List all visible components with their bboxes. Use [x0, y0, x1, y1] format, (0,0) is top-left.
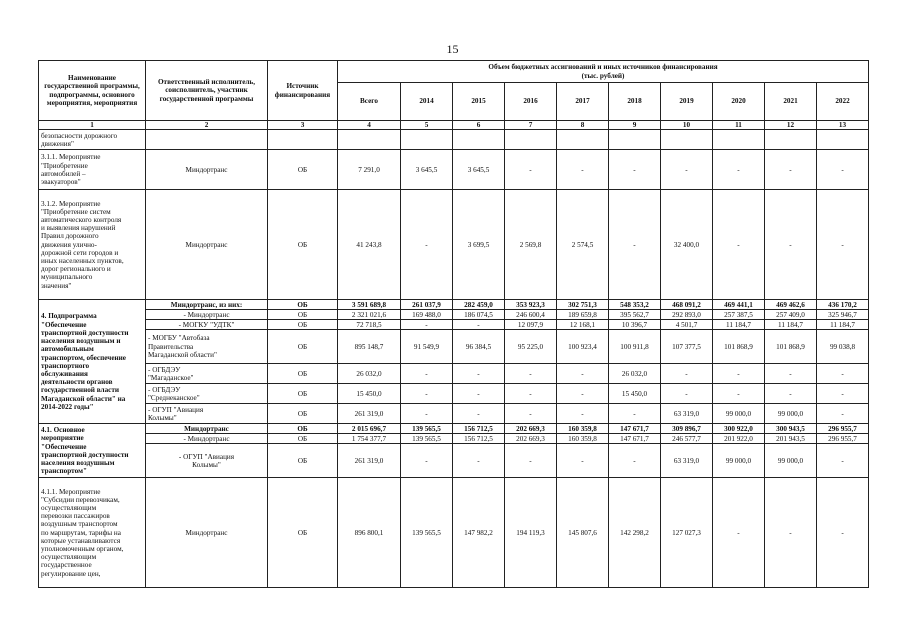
- year-cell: -: [765, 190, 817, 300]
- column-number-row: [39, 121, 869, 130]
- column-number: 12: [765, 121, 817, 130]
- total-cell: 896 800,1: [338, 478, 401, 588]
- year-cell: 2 574,5: [557, 190, 609, 300]
- year-cell: -: [609, 404, 661, 424]
- total-cell: 261 319,0: [338, 404, 401, 424]
- header-year: 2014: [401, 83, 453, 121]
- year-cell: -: [453, 364, 505, 384]
- budget-table: [38, 60, 869, 588]
- responsible-cell: [146, 130, 268, 150]
- year-cell: 12 168,1: [557, 320, 609, 330]
- responsible-cell: Миндортранс: [146, 150, 268, 190]
- year-cell: -: [817, 478, 869, 588]
- year-cell: 548 353,2: [609, 300, 661, 310]
- page-number: 15: [446, 42, 459, 56]
- year-cell: 139 565,5: [401, 434, 453, 444]
- source-cell: ОБ: [268, 478, 338, 588]
- source-cell: ОБ: [268, 434, 338, 444]
- column-number: 2: [146, 121, 268, 130]
- year-cell: 300 922,0: [713, 424, 765, 434]
- responsible-cell: - ОГУП "Авиация Колымы": [146, 404, 268, 424]
- year-cell: 468 091,2: [661, 300, 713, 310]
- source-cell: ОБ: [268, 424, 338, 434]
- year-cell: -: [609, 150, 661, 190]
- total-cell: 2 015 696,7: [338, 424, 401, 434]
- year-cell: -: [713, 478, 765, 588]
- source-cell: ОБ: [268, 384, 338, 404]
- table-row: [39, 444, 869, 478]
- year-cell: -: [505, 150, 557, 190]
- year-cell: 186 074,5: [453, 310, 505, 320]
- year-cell: -: [505, 444, 557, 478]
- year-cell: 257 387,5: [713, 310, 765, 320]
- source-cell: ОБ: [268, 300, 338, 310]
- responsible-cell: Миндортранс, из них:: [146, 300, 268, 310]
- header-name: Наименование государственной программы, подпрограммы, основного мероприятия, мероприятия: [39, 61, 146, 121]
- responsible-cell: - МОГБУ "Автобаза Правительства Магаданской области": [146, 330, 268, 364]
- total-cell: 7 291,0: [338, 150, 401, 190]
- year-cell: 63 319,0: [661, 444, 713, 478]
- year-cell: -: [713, 364, 765, 384]
- year-cell: 3 645,5: [401, 150, 453, 190]
- year-cell: 107 377,5: [661, 330, 713, 364]
- source-cell: ОБ: [268, 150, 338, 190]
- year-cell: -: [401, 320, 453, 330]
- header-source: Источник финансирования: [268, 61, 338, 121]
- year-cell: 246 600,4: [505, 310, 557, 320]
- year-cell: 469 441,1: [713, 300, 765, 310]
- year-cell: -: [661, 364, 713, 384]
- year-cell: -: [609, 190, 661, 300]
- year-cell: 101 868,9: [713, 330, 765, 364]
- year-cell: 95 225,0: [505, 330, 557, 364]
- year-cell: 189 659,8: [557, 310, 609, 320]
- table-row: [39, 300, 869, 310]
- year-cell: 4 501,7: [661, 320, 713, 330]
- year-cell: 142 298,2: [609, 478, 661, 588]
- year-cell: -: [817, 384, 869, 404]
- year-cell: 11 184,7: [765, 320, 817, 330]
- column-number: 13: [817, 121, 869, 130]
- column-number: 5: [401, 121, 453, 130]
- year-cell: [817, 130, 869, 150]
- year-cell: 96 384,5: [453, 330, 505, 364]
- year-cell: 147 982,2: [453, 478, 505, 588]
- year-cell: -: [453, 444, 505, 478]
- program-name-cell: 3.1.2. Мероприятие "Приобретение систем автоматического контроля и выявления нарушений Правил дорожного движения улично- дорожной сети городов и иных населенных пунктов, дорог регионального и муниципального значения": [39, 190, 146, 300]
- year-cell: 12 097,9: [505, 320, 557, 330]
- program-name-cell: 4.1. Основное мероприятие "Обеспечение транспортной доступности населения воздушным транспортом": [39, 424, 146, 478]
- year-cell: -: [453, 384, 505, 404]
- header-year: 2022: [817, 83, 869, 121]
- year-cell: 147 671,7: [609, 424, 661, 434]
- column-number: 6: [453, 121, 505, 130]
- table-row: [39, 364, 869, 384]
- year-cell: 261 037,9: [401, 300, 453, 310]
- responsible-cell: - ОГБДЭУ "Среднеканское": [146, 384, 268, 404]
- year-cell: -: [817, 444, 869, 478]
- column-number: 10: [661, 121, 713, 130]
- table-row: [39, 150, 869, 190]
- year-cell: 11 184,7: [713, 320, 765, 330]
- table-body: [39, 121, 869, 588]
- year-cell: 63 319,0: [661, 404, 713, 424]
- header-year: 2017: [557, 83, 609, 121]
- header-responsible: Ответственный исполнитель, соисполнитель, участник государственной программы: [146, 61, 268, 121]
- year-cell: -: [557, 384, 609, 404]
- year-cell: [609, 130, 661, 150]
- year-cell: 11 184,7: [817, 320, 869, 330]
- year-cell: -: [557, 364, 609, 384]
- year-cell: 101 868,9: [765, 330, 817, 364]
- year-cell: 139 565,5: [401, 478, 453, 588]
- year-cell: -: [765, 384, 817, 404]
- year-cell: 202 669,3: [505, 424, 557, 434]
- year-cell: -: [505, 404, 557, 424]
- year-cell: 32 400,0: [661, 190, 713, 300]
- year-cell: [765, 130, 817, 150]
- table-row: [39, 310, 869, 320]
- column-number: 9: [609, 121, 661, 130]
- year-cell: -: [713, 190, 765, 300]
- responsible-cell: - Миндортранс: [146, 434, 268, 444]
- responsible-cell: - Миндортранс: [146, 310, 268, 320]
- year-cell: 26 032,0: [609, 364, 661, 384]
- year-cell: [505, 130, 557, 150]
- source-cell: ОБ: [268, 320, 338, 330]
- year-cell: 169 488,0: [401, 310, 453, 320]
- column-number: 3: [268, 121, 338, 130]
- year-cell: 3 699,5: [453, 190, 505, 300]
- total-cell: 3 591 689,8: [338, 300, 401, 310]
- year-cell: -: [401, 444, 453, 478]
- table-row: [39, 320, 869, 330]
- program-name-cell: 4. Подпрограмма "Обеспечение транспортной доступности населения воздушным и автомобильным транспортом, обеспечение транспортного обслуживания деятельности органов государственной власти Магаданской области" на 2014-2022 годы": [39, 300, 146, 424]
- year-cell: 194 119,3: [505, 478, 557, 588]
- source-cell: ОБ: [268, 444, 338, 478]
- year-cell: -: [661, 150, 713, 190]
- total-cell: 1 754 377,7: [338, 434, 401, 444]
- header-funding-title: Объем бюджетных ассигнований и иных источников финансирования: [488, 63, 718, 72]
- year-cell: -: [557, 444, 609, 478]
- year-cell: 99 000,0: [713, 404, 765, 424]
- year-cell: 2 569,8: [505, 190, 557, 300]
- year-cell: -: [661, 384, 713, 404]
- year-cell: 99 038,8: [817, 330, 869, 364]
- total-cell: 72 718,5: [338, 320, 401, 330]
- year-cell: 282 459,0: [453, 300, 505, 310]
- header-year: 2020: [713, 83, 765, 121]
- program-name-cell: 4.1.1. Мероприятие "Субсидии перевозчикам, осуществляющим перевозки пассажиров воздушным транспортом по маршрутам, тарифы на которые устанавливаются уполномоченным органом, осуществляющим государственное регулирование цен,: [39, 478, 146, 588]
- year-cell: [453, 130, 505, 150]
- header-total: Всего: [338, 83, 401, 121]
- year-cell: 160 359,8: [557, 424, 609, 434]
- year-cell: -: [505, 364, 557, 384]
- year-cell: 395 562,7: [609, 310, 661, 320]
- year-cell: 156 712,5: [453, 424, 505, 434]
- year-cell: -: [505, 384, 557, 404]
- total-cell: 26 032,0: [338, 364, 401, 384]
- year-cell: -: [453, 320, 505, 330]
- year-cell: -: [817, 150, 869, 190]
- responsible-cell: - МОГКУ "УДТК": [146, 320, 268, 330]
- year-cell: -: [401, 190, 453, 300]
- table-row: [39, 384, 869, 404]
- responsible-cell: - ОГБДЭУ "Магаданское": [146, 364, 268, 384]
- responsible-cell: Миндортранс: [146, 478, 268, 588]
- header-year: 2015: [453, 83, 505, 121]
- year-cell: 99 000,0: [713, 444, 765, 478]
- year-cell: 292 893,0: [661, 310, 713, 320]
- source-cell: ОБ: [268, 190, 338, 300]
- year-cell: [557, 130, 609, 150]
- table-row: [39, 330, 869, 364]
- header-funding-unit: (тыс. рублей): [581, 71, 625, 80]
- year-cell: 15 450,0: [609, 384, 661, 404]
- year-cell: 257 409,0: [765, 310, 817, 320]
- year-cell: 325 946,7: [817, 310, 869, 320]
- year-cell: -: [401, 404, 453, 424]
- year-cell: 100 911,8: [609, 330, 661, 364]
- year-cell: 127 027,3: [661, 478, 713, 588]
- year-cell: -: [713, 384, 765, 404]
- year-cell: 296 955,7: [817, 434, 869, 444]
- column-number: 7: [505, 121, 557, 130]
- table-row: [39, 190, 869, 300]
- total-cell: [338, 130, 401, 150]
- year-cell: 139 565,5: [401, 424, 453, 434]
- year-cell: 147 671,7: [609, 434, 661, 444]
- year-cell: 469 462,6: [765, 300, 817, 310]
- source-cell: ОБ: [268, 330, 338, 364]
- year-cell: -: [817, 364, 869, 384]
- total-cell: 895 148,7: [338, 330, 401, 364]
- year-cell: [661, 130, 713, 150]
- total-cell: 41 243,8: [338, 190, 401, 300]
- total-cell: 15 450,0: [338, 384, 401, 404]
- table-row: [39, 404, 869, 424]
- column-number: 1: [39, 121, 146, 130]
- year-cell: 91 549,9: [401, 330, 453, 364]
- responsible-cell: Миндортранс: [146, 190, 268, 300]
- year-cell: -: [557, 150, 609, 190]
- year-cell: -: [557, 404, 609, 424]
- responsible-cell: Миндортранс: [146, 424, 268, 434]
- year-cell: 436 170,2: [817, 300, 869, 310]
- header-year: 2016: [505, 83, 557, 121]
- year-cell: -: [401, 384, 453, 404]
- year-cell: 246 577,7: [661, 434, 713, 444]
- year-cell: 99 000,0: [765, 404, 817, 424]
- year-cell: 145 807,6: [557, 478, 609, 588]
- responsible-cell: - ОГУП "Авиация Колымы": [146, 444, 268, 478]
- program-name-cell: безопасности дорожного движения": [39, 130, 146, 150]
- year-cell: 202 669,3: [505, 434, 557, 444]
- year-cell: 201 922,0: [713, 434, 765, 444]
- year-cell: 100 923,4: [557, 330, 609, 364]
- program-name-cell: 3.1.1. Мероприятие "Приобретение автомобилей – эвакуаторов": [39, 150, 146, 190]
- year-cell: 296 955,7: [817, 424, 869, 434]
- table-row: [39, 130, 869, 150]
- year-cell: 99 000,0: [765, 444, 817, 478]
- column-number: 11: [713, 121, 765, 130]
- year-cell: -: [817, 404, 869, 424]
- table-row: [39, 478, 869, 588]
- year-cell: -: [453, 404, 505, 424]
- year-cell: 3 645,5: [453, 150, 505, 190]
- year-cell: -: [401, 364, 453, 384]
- header-funding: [338, 61, 869, 83]
- year-cell: 300 943,5: [765, 424, 817, 434]
- header-year: 2018: [609, 83, 661, 121]
- source-cell: ОБ: [268, 404, 338, 424]
- year-cell: -: [765, 364, 817, 384]
- source-cell: ОБ: [268, 364, 338, 384]
- year-cell: 10 396,7: [609, 320, 661, 330]
- header-year: 2021: [765, 83, 817, 121]
- year-cell: 353 923,3: [505, 300, 557, 310]
- total-cell: 261 319,0: [338, 444, 401, 478]
- year-cell: 160 359,8: [557, 434, 609, 444]
- table-row: [39, 434, 869, 444]
- column-number: 8: [557, 121, 609, 130]
- total-cell: 2 321 021,6: [338, 310, 401, 320]
- source-cell: [268, 130, 338, 150]
- source-cell: ОБ: [268, 310, 338, 320]
- year-cell: 302 751,3: [557, 300, 609, 310]
- year-cell: -: [817, 190, 869, 300]
- year-cell: [713, 130, 765, 150]
- year-cell: 309 896,7: [661, 424, 713, 434]
- year-cell: -: [609, 444, 661, 478]
- year-cell: -: [765, 150, 817, 190]
- column-number: 4: [338, 121, 401, 130]
- year-cell: 156 712,5: [453, 434, 505, 444]
- year-cell: -: [765, 478, 817, 588]
- year-cell: 201 943,5: [765, 434, 817, 444]
- header-year: 2019: [661, 83, 713, 121]
- table-row: [39, 424, 869, 434]
- year-cell: [401, 130, 453, 150]
- year-cell: -: [713, 150, 765, 190]
